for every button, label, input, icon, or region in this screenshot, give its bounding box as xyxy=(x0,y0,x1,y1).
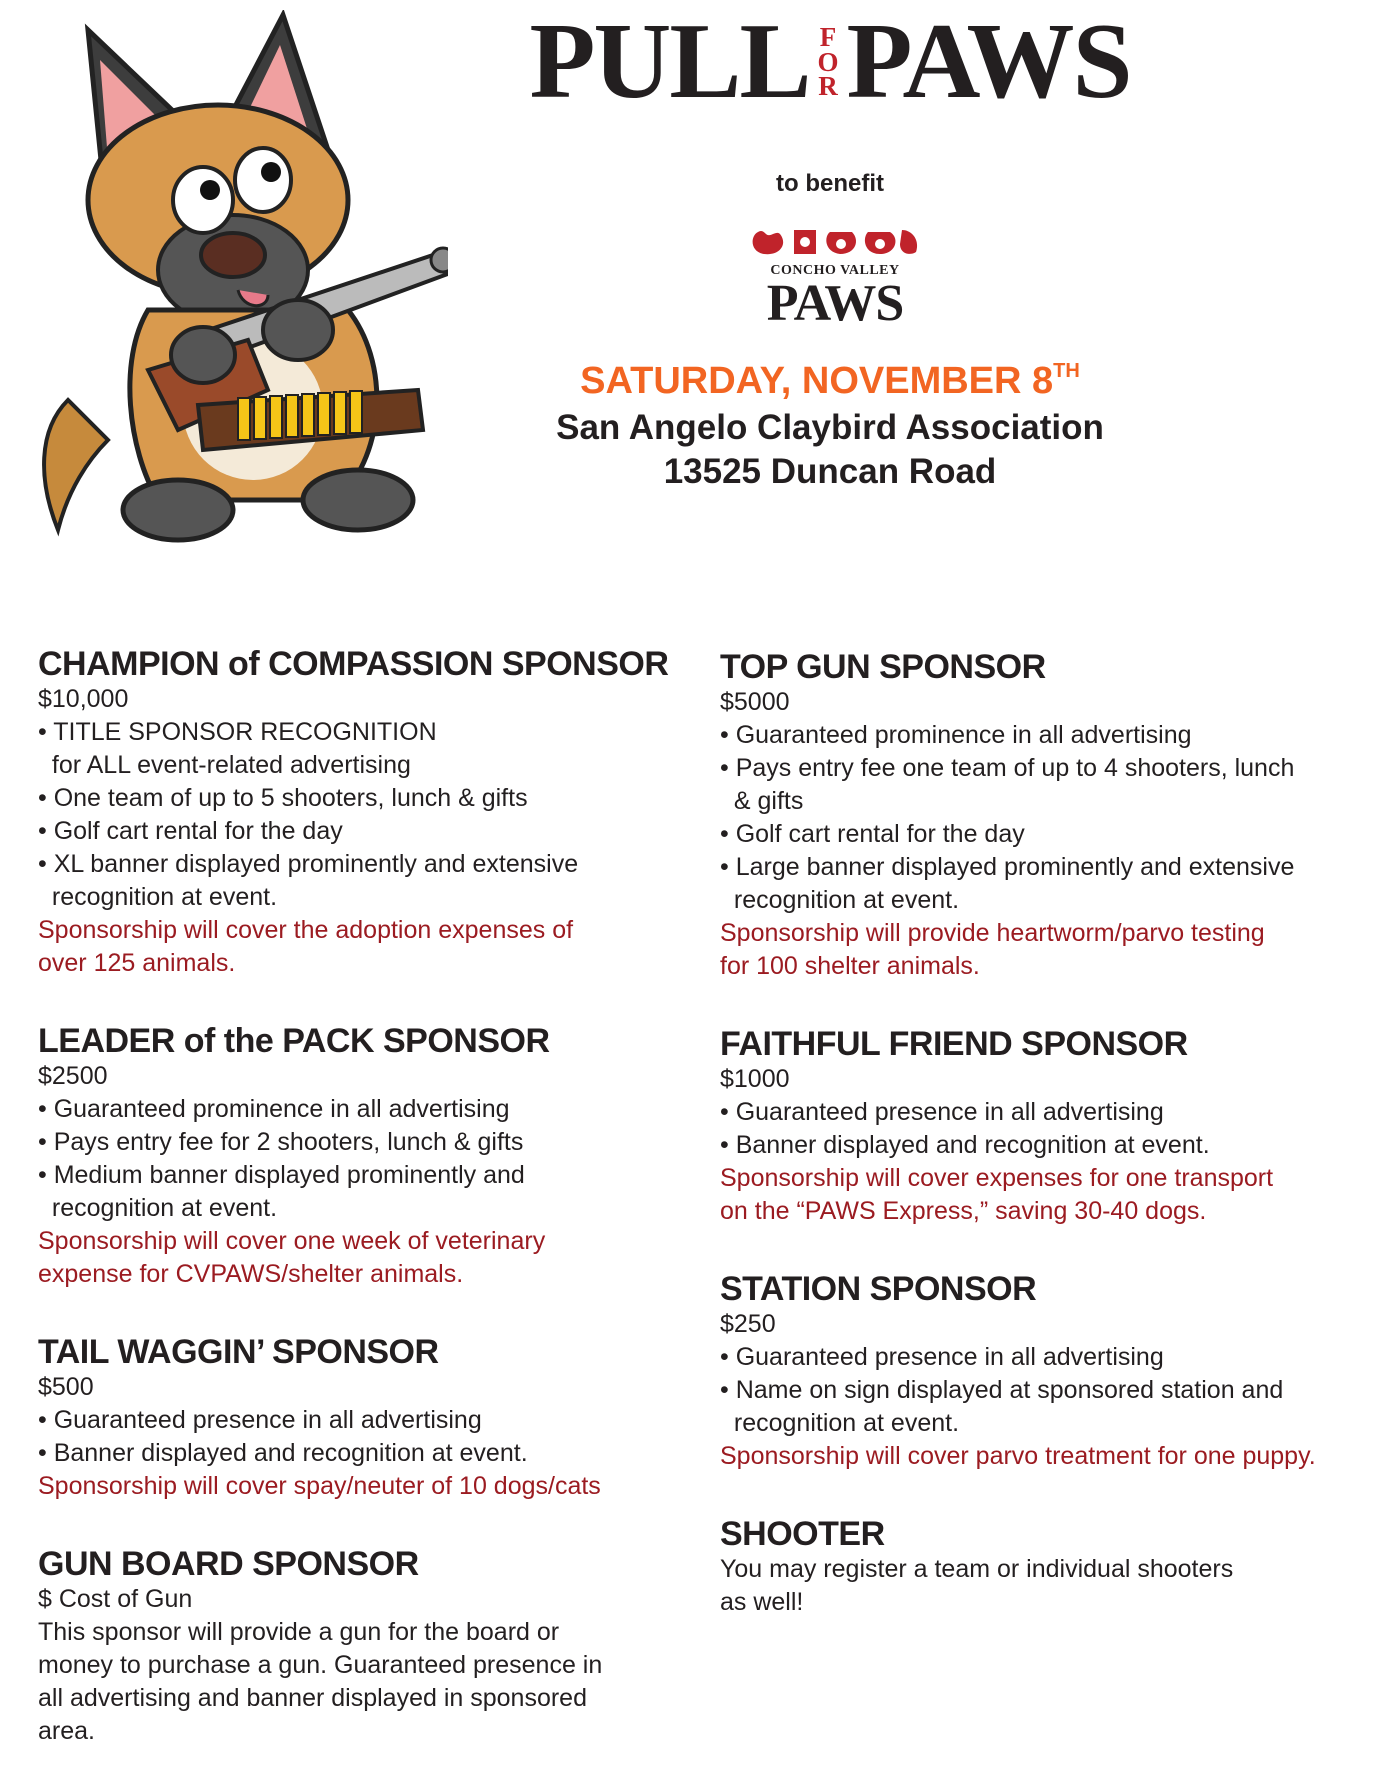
tier-bullet: • Guaranteed presence in all advertising xyxy=(720,1343,1164,1371)
title-pull: PULL xyxy=(529,2,810,121)
tier-bullet: for ALL event-related advertising xyxy=(38,751,411,779)
tier-title: GUN BOARD SPONSOR xyxy=(38,1545,419,1583)
title-for: F O R xyxy=(817,21,839,102)
tier-title: STATION SPONSOR xyxy=(720,1270,1037,1308)
tier-bullet: • Guaranteed presence in all advertising xyxy=(38,1406,482,1434)
event-date: SATURDAY, NOVEMBER 8TH xyxy=(580,360,1080,402)
tier-title: SHOOTER xyxy=(720,1515,885,1553)
tier-title: FAITHFUL FRIEND SPONSOR xyxy=(720,1025,1188,1063)
title-paws: PAWS xyxy=(846,2,1131,121)
tier-impact-note: Sponsorship will cover expenses for one transport xyxy=(720,1164,1274,1192)
paw-heart-logo-icon xyxy=(750,226,920,258)
tier-price: $1000 xyxy=(720,1065,790,1093)
tier-title: TAIL WAGGIN’ SPONSOR xyxy=(38,1333,439,1371)
sponsor-tier-faithful-friend xyxy=(720,1025,1380,1228)
tier-bullet: • Guaranteed presence in all advertising xyxy=(720,1098,1164,1126)
tier-description: money to purchase a gun. Guaranteed presence in xyxy=(38,1651,603,1679)
event-venue xyxy=(460,406,1200,494)
tier-bullet: • Golf cart rental for the day xyxy=(38,817,343,845)
tier-bullet: • Name on sign displayed at sponsored station and xyxy=(720,1376,1284,1404)
tier-impact-note: for 100 shelter animals. xyxy=(720,952,980,980)
venue-name: San Angelo Claybird Association xyxy=(556,408,1104,447)
tier-impact-note: Sponsorship will cover the adoption expenses of xyxy=(38,916,574,944)
tier-impact-note: Sponsorship will cover spay/neuter of 10 dogs/cats xyxy=(38,1472,601,1500)
sponsor-tier-gun-board xyxy=(38,1545,698,1748)
tier-price: $10,000 xyxy=(38,685,129,713)
sponsor-tier-top-gun xyxy=(720,648,1380,983)
to-benefit-text: to benefit xyxy=(776,170,884,197)
sponsor-tier-station xyxy=(720,1270,1380,1473)
tier-impact-note: expense for CVPAWS/shelter animals. xyxy=(38,1260,464,1288)
tier-bullet: • One team of up to 5 shooters, lunch & gifts xyxy=(38,784,528,812)
tier-description: area. xyxy=(38,1717,95,1745)
sponsor-tier-champion xyxy=(38,645,698,980)
tier-impact-note: over 125 animals. xyxy=(38,949,236,977)
tier-bullet: • XL banner displayed prominently and extensive xyxy=(38,850,579,878)
venue-address: 13525 Duncan Road xyxy=(663,452,997,491)
tier-description: as well! xyxy=(720,1588,804,1616)
tier-bullet: • TITLE SPONSOR RECOGNITION xyxy=(38,718,437,746)
tier-bullet: & gifts xyxy=(720,787,804,815)
sponsor-column-left xyxy=(38,645,698,1790)
tier-bullet: • Banner displayed and recognition at event. xyxy=(720,1131,1210,1159)
tier-bullet: • Guaranteed prominence in all advertising xyxy=(720,721,1192,749)
event-header xyxy=(460,2,1200,491)
tier-bullet: • Golf cart rental for the day xyxy=(720,820,1025,848)
tier-impact-note: Sponsorship will cover one week of veterinary xyxy=(38,1227,546,1255)
tier-bullet: • Pays entry fee one team of up to 4 shooters, lunch xyxy=(720,754,1295,782)
tier-impact-note: Sponsorship will cover parvo treatment for one puppy. xyxy=(720,1442,1316,1470)
tier-description: This sponsor will provide a gun for the board or xyxy=(38,1618,560,1646)
logo-paws-text: PAWS xyxy=(766,275,904,332)
tier-title: CHAMPION of COMPASSION SPONSOR xyxy=(38,645,669,683)
tier-bullet: • Medium banner displayed prominently and xyxy=(38,1161,525,1189)
tier-bullet: • Large banner displayed prominently and extensive xyxy=(720,853,1295,881)
sponsor-tier-tail-waggin xyxy=(38,1333,698,1503)
tier-bullet: recognition at event. xyxy=(38,1194,278,1222)
tier-description: You may register a team or individual shooters xyxy=(720,1555,1234,1583)
tier-bullet: recognition at event. xyxy=(38,883,278,911)
dog-mascot-illustration xyxy=(28,10,448,560)
tier-bullet: recognition at event. xyxy=(720,886,960,914)
tier-bullet: • Guaranteed prominence in all advertising xyxy=(38,1095,510,1123)
tier-price: $ Cost of Gun xyxy=(38,1585,193,1613)
tier-price: $2500 xyxy=(38,1062,108,1090)
tier-description: all advertising and banner displayed in sponsored xyxy=(38,1684,587,1712)
tier-impact-note: Sponsorship will provide heartworm/parvo testing xyxy=(720,919,1265,947)
tier-impact-note: on the “PAWS Express,” saving 30-40 dogs. xyxy=(720,1197,1207,1225)
sponsor-tier-shooter xyxy=(720,1515,1380,1619)
sponsor-tier-leader xyxy=(38,1022,698,1291)
tier-price: $5000 xyxy=(720,688,790,716)
concho-valley-paws-logo xyxy=(750,226,920,336)
tier-title: LEADER of the PACK SPONSOR xyxy=(38,1022,550,1060)
tier-bullet: • Banner displayed and recognition at event. xyxy=(38,1439,528,1467)
tier-bullet: • Pays entry fee for 2 shooters, lunch & gifts xyxy=(38,1128,524,1156)
event-title xyxy=(460,2,1200,121)
logo-concho-valley-text: CONCHO VALLEY xyxy=(770,263,900,278)
tier-price: $500 xyxy=(38,1373,94,1401)
tier-bullet: recognition at event. xyxy=(720,1409,960,1437)
sponsor-column-right xyxy=(720,648,1380,1661)
tier-price: $250 xyxy=(720,1310,776,1338)
tier-title: TOP GUN SPONSOR xyxy=(720,648,1046,686)
